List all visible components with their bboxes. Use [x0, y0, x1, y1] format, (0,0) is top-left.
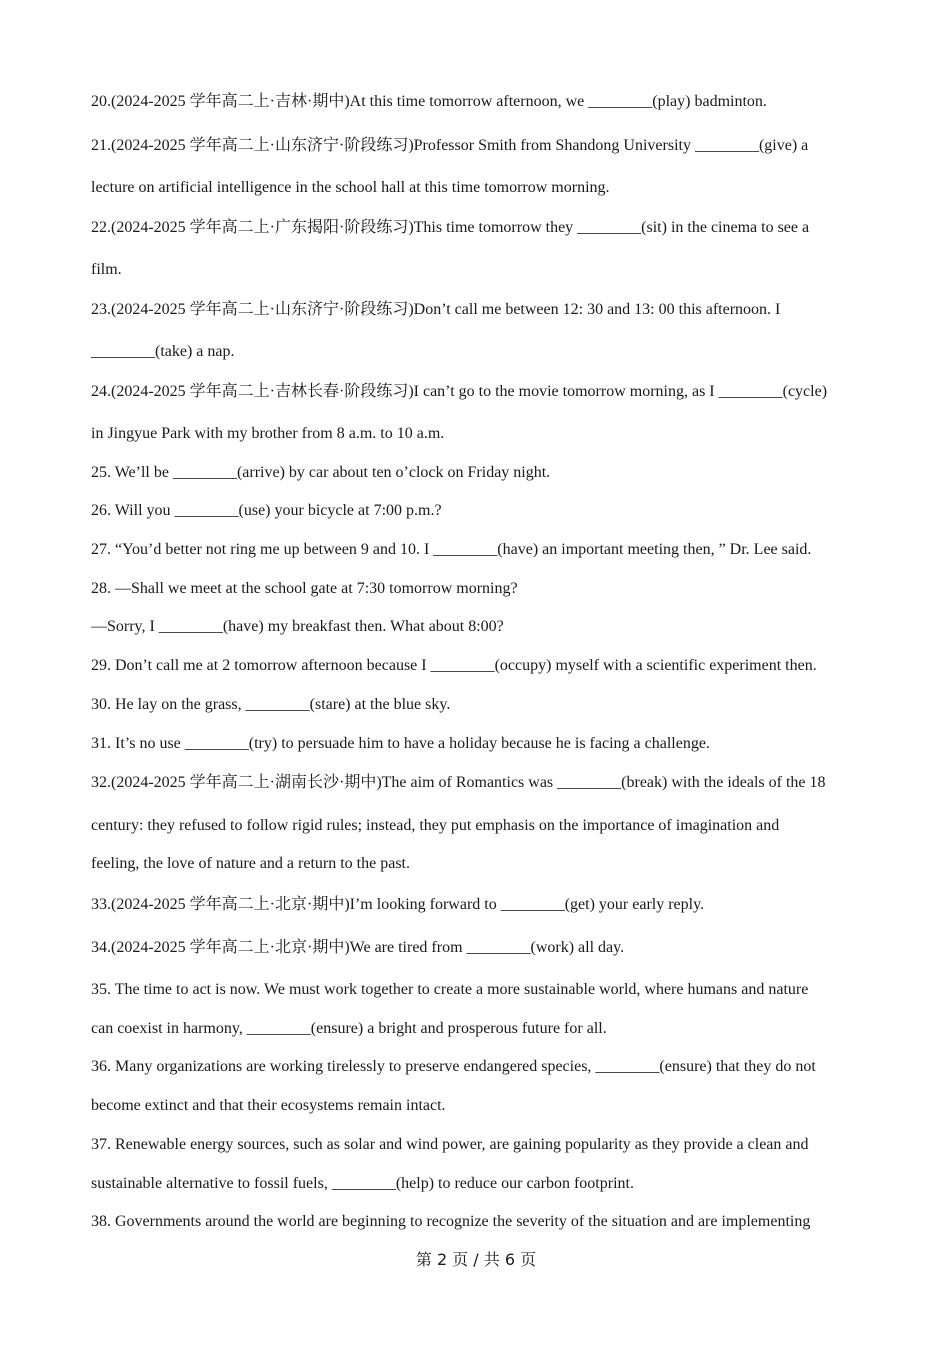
question-37-cont: sustainable alternative to fossil fuels, ________(help) to reduce our carbon footprint. [91, 1175, 634, 1192]
question-28-cont: —Sorry, I ________(have) my breakfast then. What about 8:00? [91, 618, 504, 635]
question-29: 29. Don’t call me at 2 tomorrow afternoon because I ________(occupy) myself with a scientific experiment then. [91, 657, 817, 674]
question-34: 34.(2024-2025 学年高二上·北京·期中)We are tired from ________(work) all day. [91, 939, 625, 956]
question-32: 32.(2024-2025 学年高二上·湖南长沙·期中)The aim of Romantics was ________(break) with the ideals of the 18 [91, 774, 826, 791]
question-36: 36. Many organizations are working tirelessly to preserve endangered species, ________(ensure) that they do not [91, 1058, 816, 1075]
question-35: 35. The time to act is now. We must work together to create a more sustainable world, where humans and nature [91, 981, 809, 998]
question-24-cont: in Jingyue Park with my brother from 8 a.m. to 10 a.m. [91, 425, 445, 442]
question-28: 28. —Shall we meet at the school gate at 7:30 tomorrow morning? [91, 580, 518, 597]
question-31: 31. It’s no use ________(try) to persuade him to have a holiday because he is facing a challenge. [91, 735, 710, 752]
question-35-cont: can coexist in harmony, ________(ensure) a bright and prosperous future for all. [91, 1020, 607, 1037]
question-21: 21.(2024-2025 学年高二上·山东济宁·阶段练习)Professor Smith from Shandong University ________(give) a [91, 137, 809, 154]
page-number-footer: 第 2 页 / 共 6 页 [415, 1250, 537, 1269]
question-27: 27. “You’d better not ring me up between 9 and 10. I ________(have) an important meeting then, ” Dr. Lee said. [91, 541, 812, 558]
question-26: 26. Will you ________(use) your bicycle at 7:00 p.m.? [91, 502, 442, 519]
question-24: 24.(2024-2025 学年高二上·吉林长春·阶段练习)I can’t go to the movie tomorrow morning, as I ________(cycle) [91, 383, 828, 400]
question-23-cont: ________(take) a nap. [91, 343, 235, 360]
question-32-cont2: feeling, the love of nature and a return to the past. [91, 855, 410, 872]
question-36-cont: become extinct and that their ecosystems remain intact. [91, 1097, 446, 1114]
question-22: 22.(2024-2025 学年高二上·广东揭阳·阶段练习)This time tomorrow they ________(sit) in the cinema to see a [91, 219, 810, 236]
question-33: 33.(2024-2025 学年高二上·北京·期中)I’m looking forward to ________(get) your early reply. [91, 896, 705, 913]
question-22-cont: film. [91, 261, 122, 278]
question-37: 37. Renewable energy sources, such as solar and wind power, are gaining popularity as they provide a clean and [91, 1136, 809, 1153]
question-21-cont: lecture on artificial intelligence in the school hall at this time tomorrow morning. [91, 179, 610, 196]
question-30: 30. He lay on the grass, ________(stare) at the blue sky. [91, 696, 451, 713]
question-23: 23.(2024-2025 学年高二上·山东济宁·阶段练习)Don’t call me between 12: 30 and 13: 00 this afternoon. I [91, 301, 781, 318]
question-20: 20.(2024-2025 学年高二上·吉林·期中)At this time tomorrow afternoon, we ________(play) badminton. [91, 93, 767, 110]
question-38: 38. Governments around the world are beginning to recognize the severity of the situation and are implementing [91, 1213, 811, 1230]
question-32-cont: century: they refused to follow rigid rules; instead, they put emphasis on the importance of imagination and [91, 817, 780, 834]
question-25: 25. We’ll be ________(arrive) by car about ten o’clock on Friday night. [91, 464, 551, 481]
